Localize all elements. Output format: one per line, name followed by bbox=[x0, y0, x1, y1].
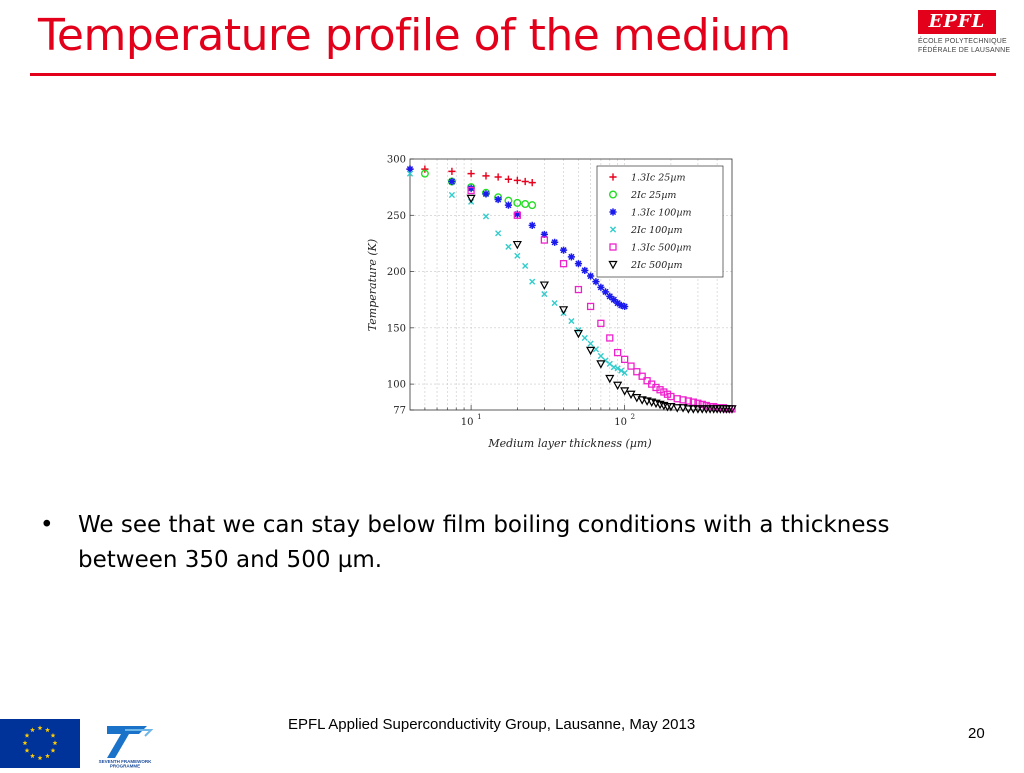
eu-flag-logo bbox=[0, 719, 80, 768]
data-point bbox=[560, 247, 567, 254]
data-point bbox=[588, 341, 593, 346]
data-point bbox=[569, 318, 574, 323]
x-tick-label: 10 bbox=[460, 417, 474, 428]
data-point bbox=[592, 278, 599, 285]
chart-svg bbox=[355, 150, 745, 455]
y-axis-label: Temperature (K) bbox=[366, 238, 379, 332]
fp7-logo bbox=[85, 722, 165, 768]
eu-star-icon bbox=[51, 733, 56, 738]
x-tick-exponent: 1 bbox=[477, 413, 482, 421]
data-point bbox=[552, 300, 557, 305]
eu-star-icon bbox=[25, 748, 30, 753]
bullet-text: We see that we can stay below film boiling conditions with a thickness between 350 and 500 µm. bbox=[78, 512, 890, 573]
data-point bbox=[582, 335, 587, 340]
data-point bbox=[468, 170, 475, 177]
y-tick-label: 300 bbox=[386, 154, 406, 166]
data-point bbox=[529, 202, 536, 209]
data-point bbox=[628, 363, 634, 369]
x-tick-exponent: 2 bbox=[630, 413, 636, 421]
data-point bbox=[482, 172, 489, 179]
data-point bbox=[448, 168, 455, 175]
x-axis-label: Medium layer thickness (µm) bbox=[488, 437, 652, 450]
eu-star-icon bbox=[51, 748, 56, 753]
data-point bbox=[529, 222, 536, 229]
data-point bbox=[575, 260, 582, 267]
series-2 bbox=[422, 170, 536, 208]
legend-label: 1.3Ic 500µm bbox=[631, 242, 692, 254]
eu-star-icon bbox=[45, 753, 50, 758]
eu-star-icon bbox=[25, 733, 30, 738]
legend-marker bbox=[609, 208, 616, 215]
eu-stars-icon bbox=[0, 719, 80, 768]
y-tick-label: 100 bbox=[386, 379, 406, 391]
data-point bbox=[514, 177, 521, 184]
page-number: 20 bbox=[968, 725, 985, 742]
footer-text: EPFL Applied Superconductivity Group, Lausanne, May 2013 bbox=[288, 716, 696, 733]
y-tick-label: 150 bbox=[386, 323, 406, 335]
epfl-logo-line1: ÉCOLE POLYTECHNIQUE bbox=[918, 38, 1007, 45]
legend-label: 2Ic 500µm bbox=[631, 260, 683, 271]
eu-star-icon bbox=[30, 753, 35, 758]
data-point bbox=[496, 231, 501, 236]
data-point bbox=[674, 396, 680, 402]
data-point bbox=[448, 178, 455, 185]
eu-star-icon bbox=[53, 740, 58, 745]
data-point bbox=[506, 244, 511, 249]
bullet-point bbox=[40, 508, 940, 578]
temperature-chart bbox=[355, 150, 745, 455]
eu-star-icon bbox=[38, 725, 43, 730]
eu-star-icon bbox=[30, 727, 35, 732]
fp7-seven-icon bbox=[85, 722, 165, 768]
title-divider bbox=[30, 73, 996, 76]
data-point bbox=[621, 303, 628, 310]
epfl-logo-line2: FÉDÉRALE DE LAUSANNE bbox=[918, 47, 1011, 54]
data-point bbox=[587, 272, 594, 279]
legend-label: 1.3Ic 100µm bbox=[631, 207, 692, 219]
data-point bbox=[482, 190, 489, 197]
legend-label: 2Ic 100µm bbox=[631, 225, 683, 236]
fp7-line1: SEVENTH FRAMEWORK bbox=[98, 759, 152, 764]
epfl-logo bbox=[918, 10, 1011, 65]
data-point bbox=[515, 253, 520, 258]
data-point bbox=[523, 263, 528, 268]
data-point bbox=[495, 173, 502, 180]
slide-title: Temperature profile of the medium bbox=[38, 10, 791, 61]
eu-star-icon bbox=[38, 755, 43, 760]
legend-label: 1.3Ic 25µm bbox=[631, 172, 686, 184]
data-point bbox=[598, 353, 603, 358]
data-point bbox=[505, 176, 512, 183]
data-point bbox=[522, 201, 529, 208]
epfl-logo-mark: EPFL bbox=[918, 10, 996, 34]
y-tick-label: 200 bbox=[386, 267, 406, 279]
data-point bbox=[568, 253, 575, 260]
data-point bbox=[522, 178, 529, 185]
data-point bbox=[483, 214, 488, 219]
data-point bbox=[529, 179, 536, 186]
legend-label: 2Ic 25µm bbox=[631, 190, 677, 201]
bullet-dot: • bbox=[40, 512, 54, 538]
eu-star-icon bbox=[23, 740, 28, 745]
x-tick-label: 10 bbox=[614, 417, 628, 428]
chart-legend bbox=[597, 166, 723, 277]
y-tick-label: 77 bbox=[393, 405, 406, 417]
data-point bbox=[495, 196, 502, 203]
eu-star-icon bbox=[45, 727, 50, 732]
fp7-line2: PROGRAMME bbox=[109, 763, 141, 768]
data-point bbox=[551, 239, 558, 246]
data-point bbox=[530, 279, 535, 284]
data-point bbox=[505, 202, 512, 209]
data-point bbox=[657, 387, 663, 393]
y-tick-label: 250 bbox=[386, 210, 406, 222]
data-point bbox=[449, 192, 454, 197]
data-point bbox=[581, 267, 588, 274]
